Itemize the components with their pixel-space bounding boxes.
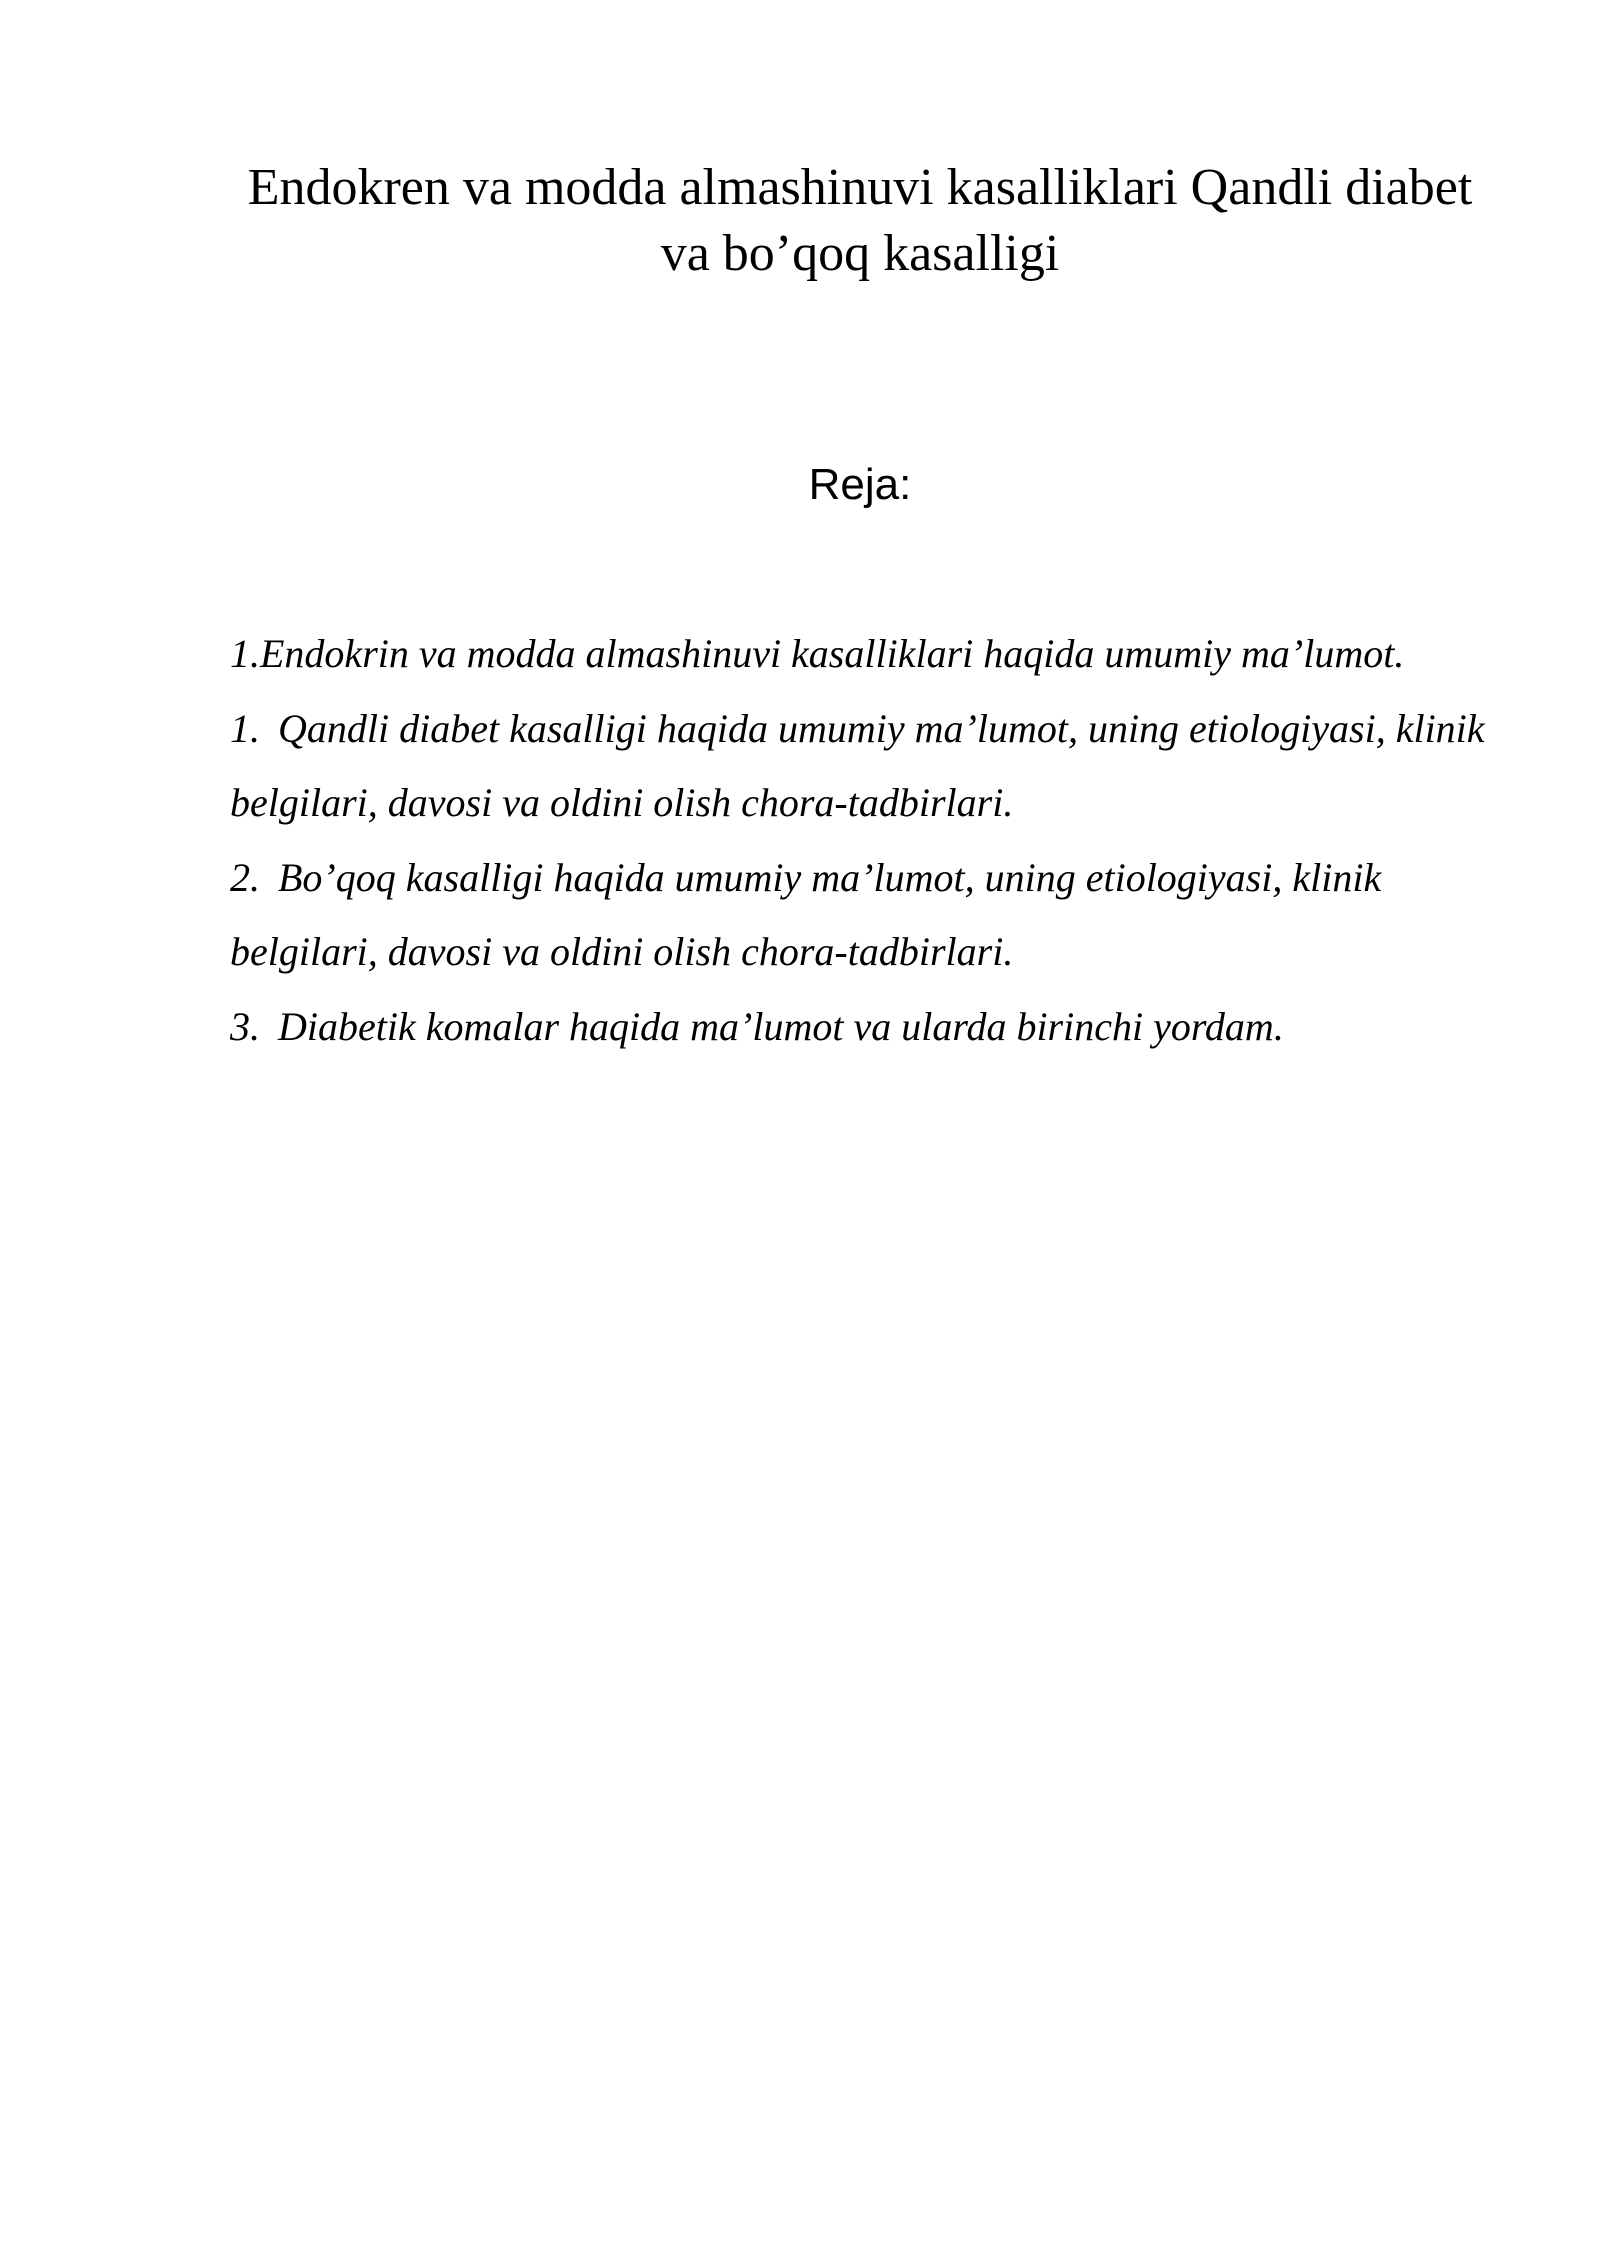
plan-item-text: Bo’qoq kasalligi haqida umumiy ma’lumot, uning etiologiyasi, klinik belgilari, davosi va oldini olish chora-tadbirlari. <box>230 854 1382 974</box>
plan-item-text: Qandli diabet kasalligi haqida umumiy ma’lumot, uning etiologiyasi, klinik belgilari, davosi va oldini olish chora-tadbirlari. <box>230 705 1485 825</box>
plan-item <box>230 990 1500 1065</box>
document-title: Endokren va modda almashinuvi kasalliklari Qandli diabet va bo’qoq kasalligi <box>247 159 1473 282</box>
plan-list <box>230 617 1500 1064</box>
plan-item <box>230 692 1500 841</box>
plan-item <box>230 841 1500 990</box>
plan-heading: Reja: <box>808 460 912 509</box>
plan-item-number: 2. <box>230 854 260 900</box>
plan-item-number: 1. <box>230 631 260 676</box>
plan-item-text: Diabetik komalar haqida ma’lumot va ularda birinchi yordam. <box>278 1003 1284 1049</box>
plan-item-number: 3. <box>230 1003 260 1049</box>
plan-item-text: Endokrin va modda almashinuvi kasalliklari haqida umumiy ma’lumot. <box>260 631 1405 676</box>
plan-item <box>230 617 1500 692</box>
plan-item-number: 1. <box>230 705 260 751</box>
